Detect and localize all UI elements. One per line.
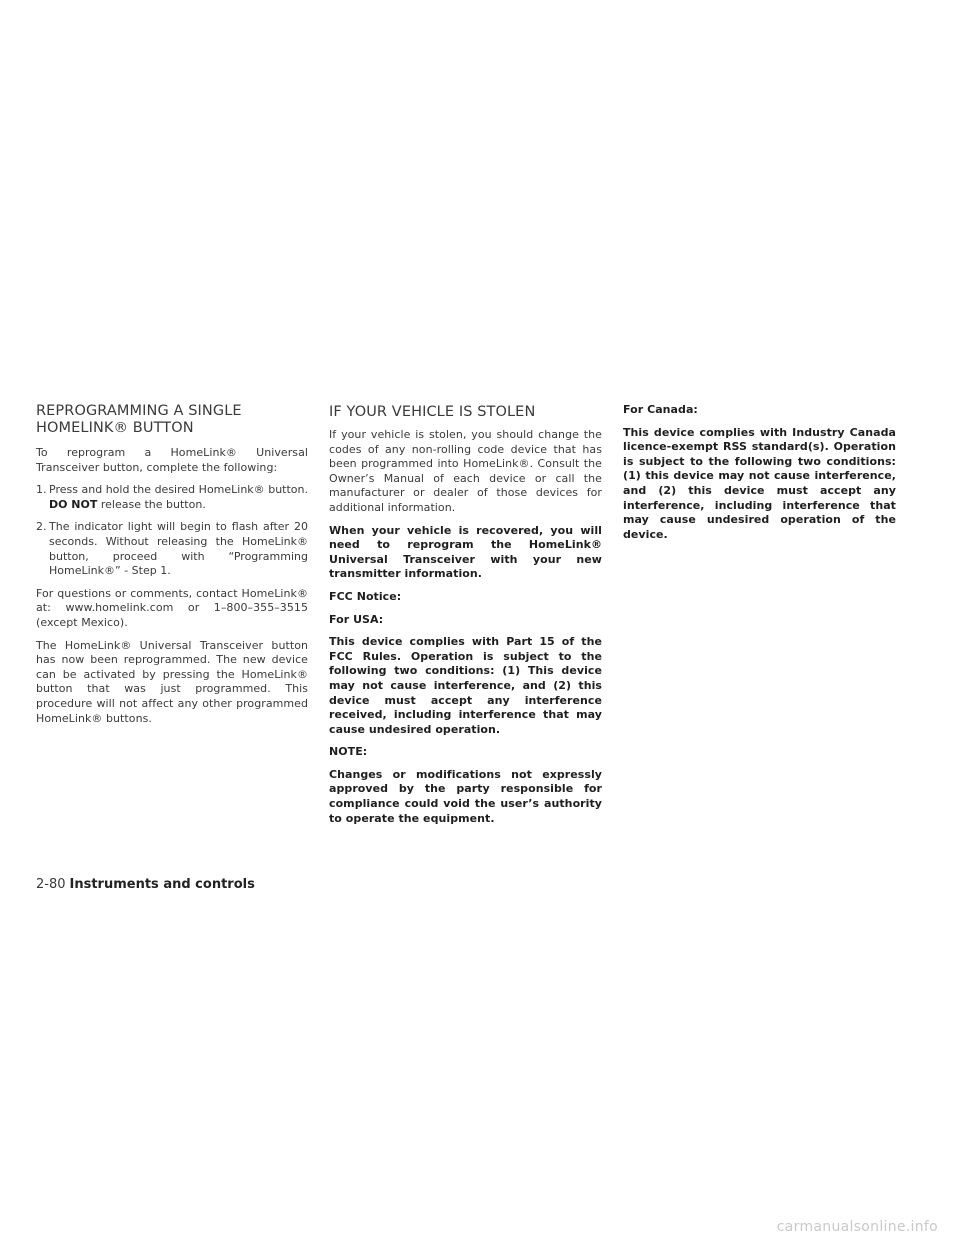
step-text: The indicator light will begin to flash after 20 seconds. Without releasing the HomeLink® button, proceed with “Programming HomeLink®” - Step 1. xyxy=(49,520,308,578)
questions-paragraph: For questions or comments, contact HomeLink® at: www.homelink.com or 1–800–355–3515 (except Mexico). xyxy=(36,586,308,629)
section-heading-reprogramming: REPROGRAMMING A SINGLE HOMELINK® BUTTON xyxy=(36,403,242,436)
step-2 xyxy=(36,520,308,578)
recovered-paragraph: When your vehicle is recovered, you will need to reprogram the HomeLink® Universal Transceiver with your new transmitter information. xyxy=(329,523,602,581)
do-not-emphasis: DO NOT xyxy=(49,497,98,511)
summary-paragraph: The HomeLink® Universal Transceiver button has now been reprogrammed. The new device can be activated by pressing the HomeLink® button that was just programmed. This procedure will not affect any other programmed HomeLink® buttons. xyxy=(36,638,308,725)
note-text-paragraph: Changes or modifications not expressly approved by the party responsible for compliance could void the user’s authority to operate the equipment. xyxy=(329,767,602,825)
note-label: NOTE: xyxy=(329,745,368,759)
right-column xyxy=(623,403,896,550)
page-footer xyxy=(36,877,255,893)
fcc-notice-label: FCC Notice: xyxy=(329,589,402,603)
step-text: Press and hold the desired HomeLink® button. DO NOT release the button. xyxy=(49,483,308,511)
page-number: 2-80 xyxy=(36,877,66,892)
intro-paragraph: To reprogram a HomeLink® Universal Transceiver button, complete the following: xyxy=(36,446,308,474)
for-usa-label: For USA: xyxy=(329,612,384,626)
for-canada-label: For Canada: xyxy=(623,403,698,416)
canada-text-paragraph: This device complies with Industry Canada licence-exempt RSS standard(s). Operation is subject to the following two conditions: (1) this device may not cause interference, and (2) this device must accept any interference, including interference that may cause undesired operation of the device. xyxy=(623,425,896,541)
step-number: 1. xyxy=(36,483,47,497)
step-1 xyxy=(36,483,308,512)
watermark: carmanualsonline.info xyxy=(776,1219,938,1235)
middle-column xyxy=(329,403,602,834)
stolen-paragraph: If your vehicle is stolen, you should change the codes of any non-rolling code device that has been programmed into HomeLink®. Consult the Owner’s Manual of each device or call the manufacturer or dealer of those devices for additional information. xyxy=(329,428,602,514)
step-number: 2. xyxy=(36,520,47,534)
section-heading-stolen: IF YOUR VEHICLE IS STOLEN xyxy=(329,404,536,420)
fcc-text-paragraph: This device complies with Part 15 of the FCC Rules. Operation is subject to the following two conditions: (1) This device may not cause interference, and (2) this device must accept any interference received, including interference that may cause undesired operation. xyxy=(329,635,602,736)
left-column xyxy=(36,403,308,734)
section-title: Instruments and controls xyxy=(69,877,255,892)
